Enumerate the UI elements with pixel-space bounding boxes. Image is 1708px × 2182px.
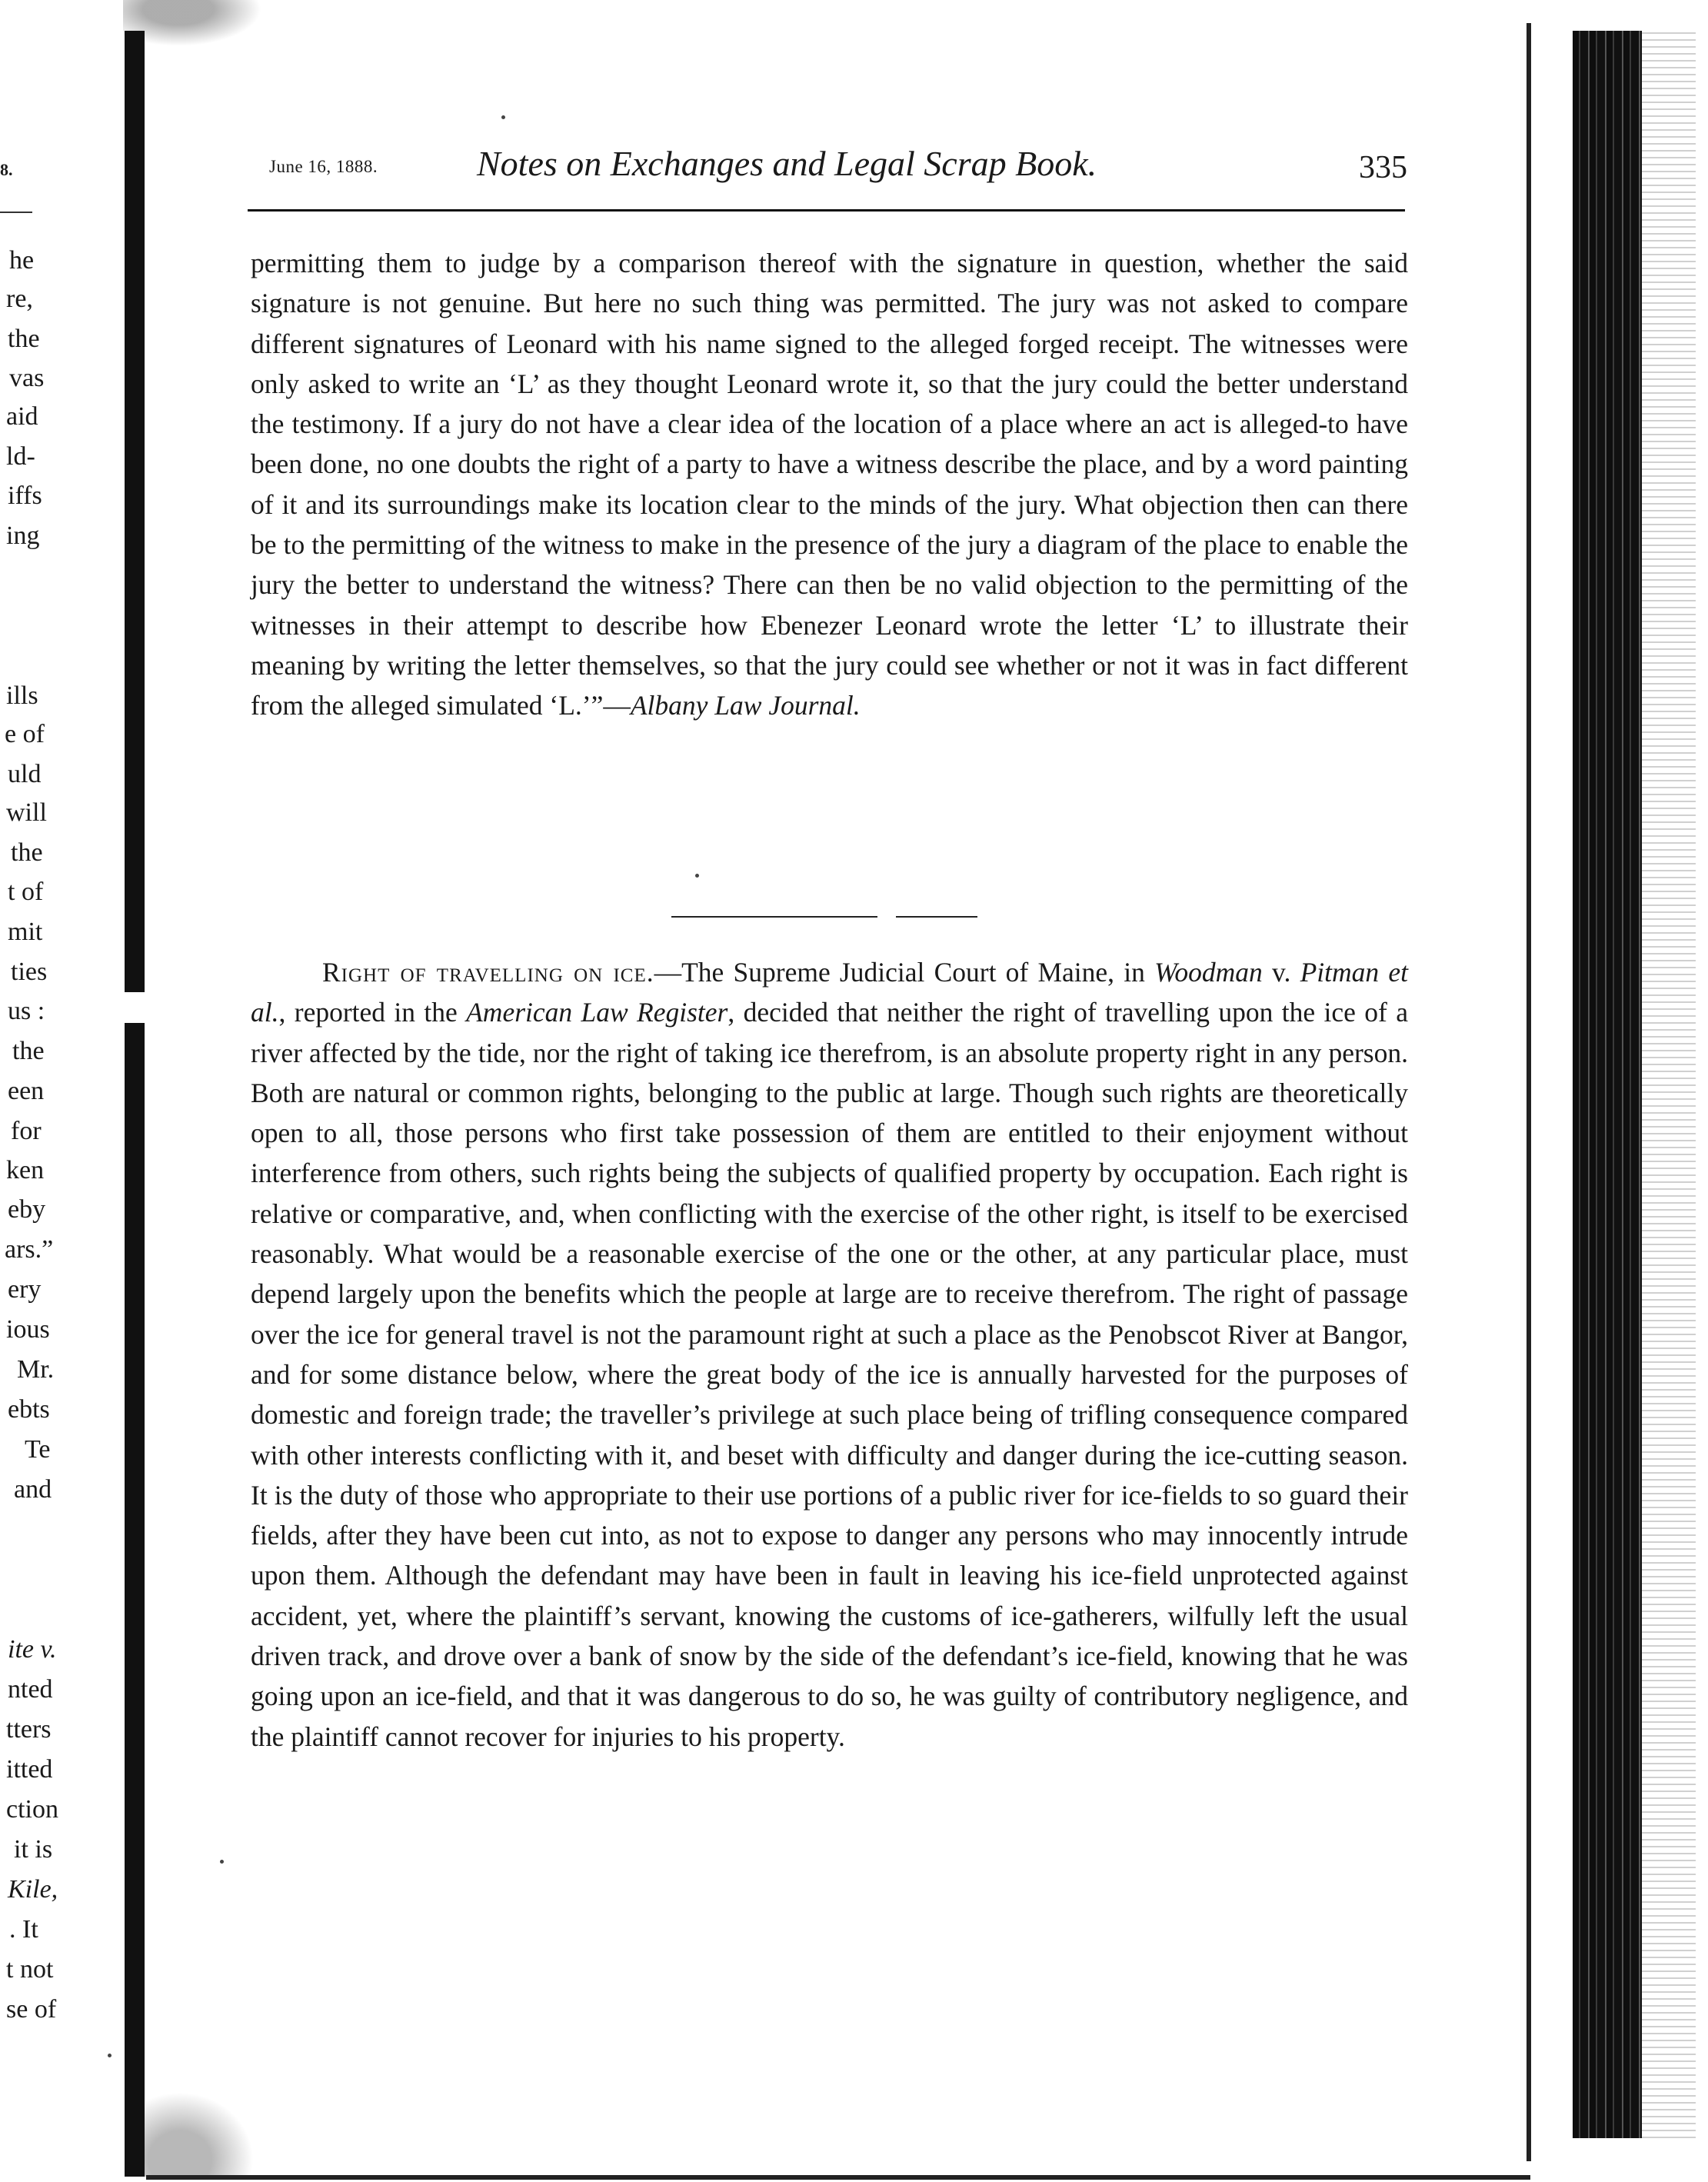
previous-page-fragment: t not [6,1955,54,1984]
scan-dot [220,1860,224,1864]
previous-page-fragment: eby [8,1195,46,1224]
previous-page-fragment: for [11,1117,42,1145]
case-name-plaintiff: Woodman [1154,957,1263,988]
header-date: June 16, 1888. [269,157,378,176]
article-continuation-text: permitting them to judge by a comparison thereof with the signature in question, whether the said signature is not genuine. But here no such thing was permitted. The jury was not asked to compare different signatures of Leonard with his name signed to the alleged forged receipt. The witnesses were only asked to write an ‘L’ as they thought Leonard wrote it, so that the jury could the better understand the testimony. If a jury do not have a clear idea of the location of a place where an act is alleged-to have been done, no one doubts the right of a party to have a witness describe the place, and by a word painting of it and its surroundings make its location clear to the minds of the jury. What objection then can there be to the permitting of the witness to make in the presence of the jury a diagram of the place to enable the jury the better to understand the witness? There can then be no valid objection to the permitting of the witnesses in their attempt to describe how Ebenezer Leonard wrote the letter ‘L’ to illustrate their meaning by writing the letter themselves, so that the jury could see whether or not it was in fact different from the alleged simulated ‘L.’”— [251,248,1408,721]
previous-page-fragment: itted [6,1755,53,1784]
book-edge [1527,0,1708,2182]
page-bottom-edge [146,2175,1530,2180]
previous-page-fragment: ction [6,1795,58,1824]
previous-page-number: 8. [0,160,13,179]
previous-page-fragment: ebts [8,1395,50,1424]
scan-smudge-bottom [131,2092,254,2177]
previous-page-fragment: he [9,246,35,275]
previous-page-fragment: and [14,1475,52,1504]
previous-page-fragment: ery [8,1275,42,1304]
previous-page-fragment: ious [6,1315,50,1344]
binding-gap [125,992,145,1023]
previous-page-margin [0,0,115,2182]
article-continuation [251,243,1408,726]
previous-page-fragment: ld- [6,442,35,471]
article-intro: —The Supreme Judicial Court of Maine, in [654,957,1155,988]
binding-shadow [125,31,145,2177]
previous-page-fragment: ills [6,681,38,710]
article-source: Albany Law Journal. [630,690,861,721]
previous-page-fragment: the [12,1037,45,1065]
previous-page-fragment: ing [6,521,40,550]
previous-page-fragment: e of [5,720,45,748]
header-title: Notes on Exchanges and Legal Scrap Book. [477,144,1097,183]
previous-page-fragment: vas [9,364,45,392]
article-heading: Right of travelling on ice. [322,957,654,988]
previous-page-fragment: the [8,325,40,353]
previous-page-fragment: the [11,838,43,867]
previous-page-fragment: mit [8,918,43,946]
section-divider [671,916,977,918]
previous-page-fragment: ars.” [5,1235,54,1264]
previous-page-fragment: se of [6,1995,57,2024]
previous-page-fragment: ken [6,1156,45,1184]
case-name-defendant: Pitman et al. [251,957,1408,1028]
scan-dot [501,115,505,119]
scan-dot [695,874,699,878]
article-right-of-travelling-on-ice [251,952,1408,1757]
previous-page-fragment: Te [25,1435,51,1464]
header-rule [248,209,1405,212]
previous-page-fragment: t of [8,878,44,906]
previous-page-fragment: aid [6,402,38,431]
page-number: 335 [1359,150,1407,185]
article-body: , decided that neither the right of travelling upon the ice of a river affected by the tide, nor the right of taking ice therefrom, is an absolute property right in any person. Both are natural or common rights, belonging to the public at large. Though such rights are theoretically open to all, those persons who first take possession of them are entitled to their enjoyment without interference from others, such rights being the subjects of qualified property by occupation. Each right is relative or comparative, and, when conflicting with the exercise of the other right, is itself to be exercised reasonably. What would be a reasonable exercise of the one or the other, at any particular place, must depend largely upon the benefits which the people at large are to receive therefrom. The right of passage over the ice for general travel is not the paramount right at such a place as the Penobscot River at Bangor, and for some distance below, where the great body of the ice is annually harvested for the purposes of domestic and foreign trade; the traveller’s privilege at such place being of trifling consequence compared with other interests conflicting with it, and beset with difficulty and danger during the ice-cutting season. It is the duty of those who appropriate to their use portions of a public river for ice-fields to so guard their fields, after they have been cut into, as not to expose to danger any persons who may innocently intrude upon them. Although the defendant may have been in fault in leaving his ice-field unprotected against accident, yet, where the plaintiff’s servant, knowing the customs of ice-gatherers, wilfully left the usual driven track, and drove over a bank of snow by the side of the defendant’s ice-field, knowing that he was going upon an ice-field, and that it was dangerous to do so, he was guilty of contributory negligence, and the plaintiff cannot recover for injuries to his property. [251,997,1408,1752]
running-header [269,143,1407,189]
article-reported: , reported in the [278,997,467,1028]
previous-page-fragment: re, [6,285,33,313]
previous-page-fragment: uld [8,760,42,788]
scan-dot [108,2054,112,2057]
previous-page-fragment: will [6,798,47,827]
case-versus: v. [1262,957,1300,988]
previous-page-fragment: ties [11,958,48,986]
previous-page-fragment: tters [6,1715,52,1744]
previous-page-fragment: . It [9,1915,38,1944]
previous-page-fragment: Kile, [8,1875,58,1904]
journal-name: American Law Register [466,997,728,1028]
previous-page-fragment: een [8,1077,45,1105]
previous-page-fragment: iffs [8,481,42,510]
previous-page-rule [0,212,32,213]
previous-page-fragment: Mr. [17,1355,55,1384]
previous-page-fragment: it is [14,1835,53,1864]
previous-page-fragment: us : [8,997,45,1025]
previous-page-fragment: nted [8,1675,53,1704]
previous-page-fragment: ite v. [8,1635,57,1664]
